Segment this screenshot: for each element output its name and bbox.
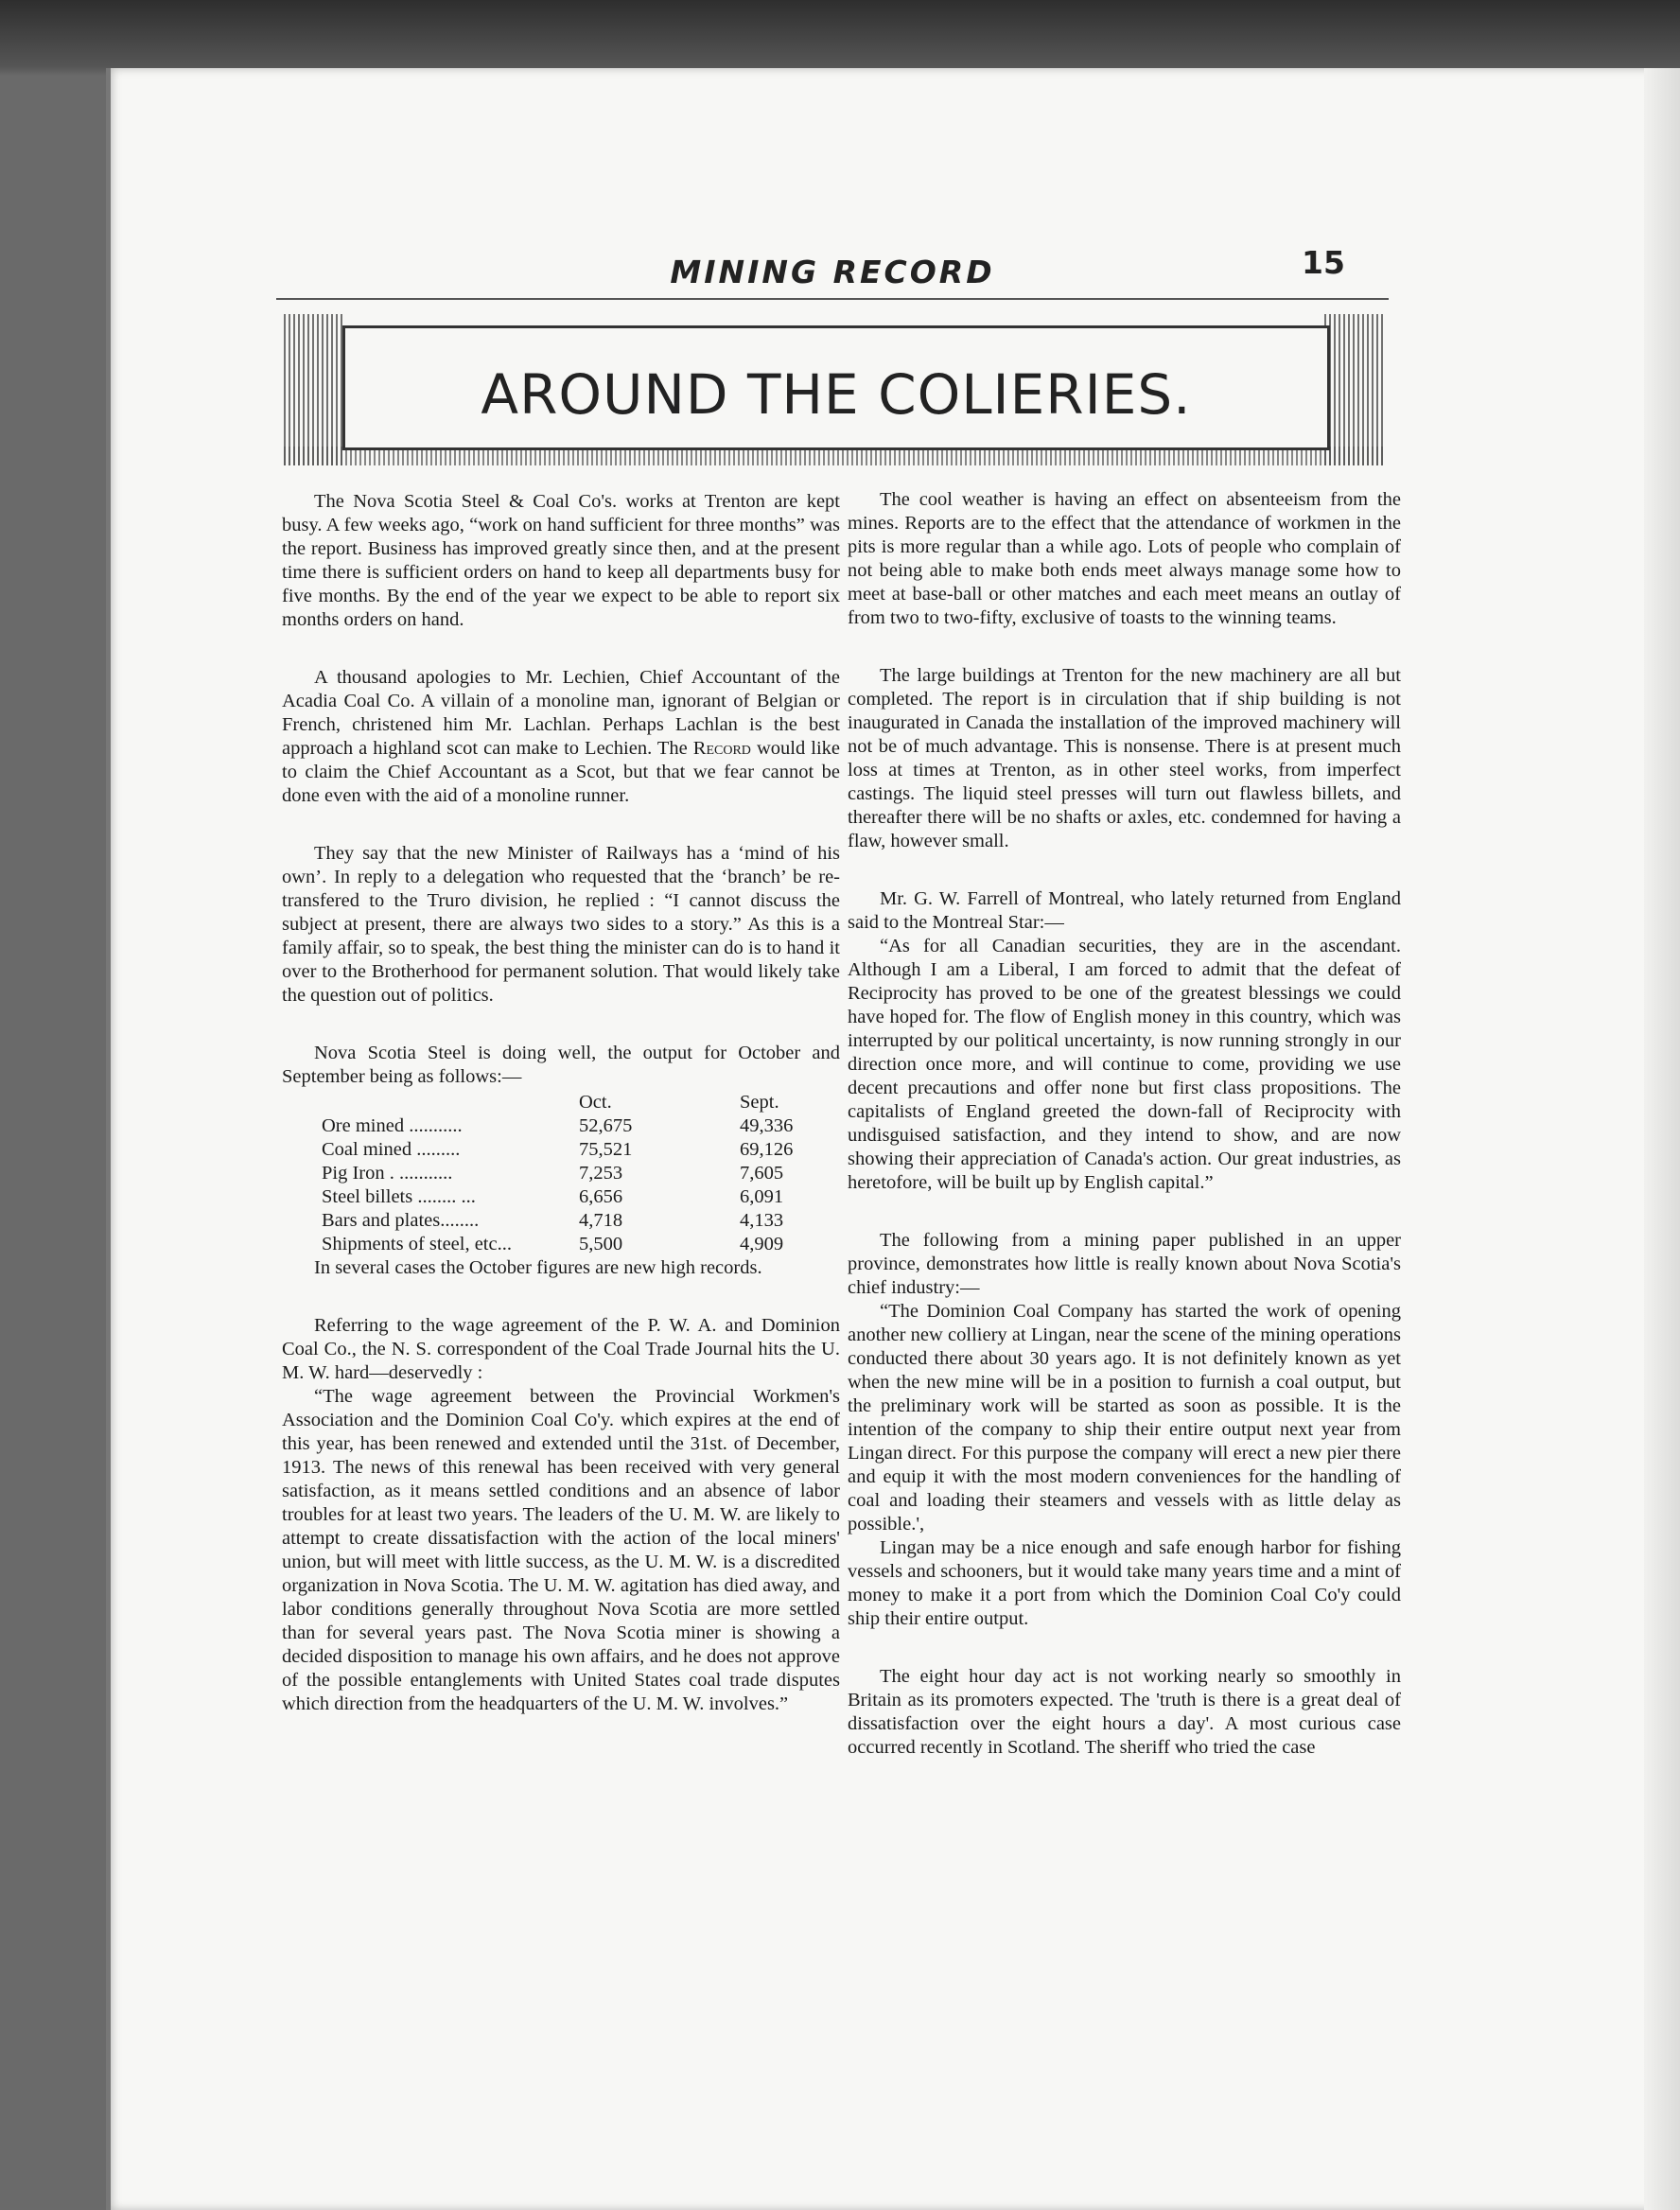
oct-value: 5,500: [579, 1234, 623, 1254]
oct-value: 4,718: [579, 1210, 623, 1231]
oct-value: 7,253: [579, 1163, 623, 1184]
column-oct: Oct.: [579, 1092, 612, 1113]
page-edge: [1644, 68, 1680, 2210]
paragraph-apologies: [282, 666, 840, 808]
apologies-text-b: would like to claim the Chief Accountant as a Scot, but that we fear cannot be done even with the aid of a monoline runner.: [282, 738, 840, 806]
paragraph-farrell-intro: Mr. G. W. Farrell of Montreal, who lately returned from England said to the Montreal Star:—: [848, 888, 1401, 933]
ornament-right: [1324, 314, 1383, 465]
apologies-text-a: A thousand apologies to Mr. Lechien, Chief Accountant of the Acadia Coal Co. A villain of a monoline man, ignorant of Belgian or French, christened him Mr. Lachlan. Perhaps Lachlan is the best approach a highland scot can make to Lechien. The: [282, 667, 840, 759]
page-number: 15: [1302, 244, 1345, 281]
row-label: Ore mined ...........: [322, 1115, 463, 1136]
left-column: [282, 490, 840, 1716]
table-row: [322, 1162, 793, 1185]
row-label: Pig Iron . ...........: [322, 1163, 453, 1184]
paragraph-eight-hour-act: The eight hour day act is not working nearly so smoothly in Britain as its promoters expected. The 'truth is there is a great deal of dissatisfaction over the eight hours a day'. A most curious case occurred recently in Scotland. The sheriff who tried the case: [848, 1666, 1401, 1758]
paragraph-high-records: In several cases the October figures are new high records.: [314, 1257, 762, 1278]
column-sept: Sept.: [740, 1092, 779, 1113]
page-spine: [106, 68, 111, 2210]
record-smallcaps: Record: [692, 738, 751, 759]
header-rule: [276, 298, 1389, 300]
ornament-left: [284, 314, 342, 465]
table-row: [322, 1233, 793, 1256]
right-column: [848, 488, 1401, 1760]
paragraph-minister-railways: They say that the new Minister of Railways has a ‘mind of his own’. In reply to a delegation who requested that the ‘branch’ be re-transfered to the Truro division, he replied : “I cannot discuss the subject at present, there are always two sides to a story.” As this is a family affair, so to speak, the best thing the minister can do is to hand it over to the Brotherhood for permanent solution. That would likely take the question out of politics.: [282, 843, 840, 1006]
sept-value: 4,133: [740, 1210, 784, 1231]
oct-value: 52,675: [579, 1115, 633, 1136]
table-row: [322, 1138, 793, 1162]
row-label: Bars and plates........: [322, 1210, 480, 1231]
title-box: [342, 325, 1330, 450]
oct-value: 6,656: [579, 1186, 623, 1207]
output-table-header: [322, 1091, 793, 1114]
table-row: [322, 1185, 793, 1209]
oct-value: 75,521: [579, 1139, 633, 1160]
title-frame: [284, 314, 1383, 465]
paragraph-trenton-buildings: The large buildings at Trenton for the new machinery are all but completed. The report is in circulation that if ship building is not inaugurated in Canada the installation of the improved machinery will not be of much advantage. This is nonsense. There is at present much loss at times at Trenton, as in other steel works, from imperfect castings. The liquid steel presses will turn out flawless billets, and thereafter there will be no shafts or axles, etc. condemned for having a flaw, however small.: [848, 665, 1401, 851]
table-row: [322, 1209, 793, 1233]
row-label: Coal mined .........: [322, 1139, 461, 1160]
table-row: [322, 1114, 793, 1138]
row-label: Shipments of steel, etc...: [322, 1234, 512, 1254]
paragraph-trenton-works: The Nova Scotia Steel & Coal Co's. works at Trenton are kept busy. A few weeks ago, “work on hand sufficient for three months” was the report. Business has improved greatly since then, and at the present time there is sufficient orders on hand to keep all departments busy for five months. By the end of the year we expect to be able to report six months orders on hand.: [282, 491, 840, 630]
paragraph-farrell-quote: “As for all Canadian securities, they are in the ascendant. Although I am a Liberal, I am forced to admit that the defeat of Reciprocity has proved to be one of the greatest blessings we could have hoped for. The flow of English money in this country, which was interrupted by our political uncertainty, is now running strongly in our direction once more, and will continue to come, providing we use decent precautions and offer none but first class propositions. The capitalists of England greeted the down-fall of Reciprocity with undisguised satisfaction, and they intend to show, and are now showing their appreciation of Canada's action. Our great industries, as heretofore, will be built up by English capital.”: [848, 936, 1401, 1193]
row-label: Steel billets ........ ...: [322, 1186, 476, 1207]
output-table: [322, 1091, 793, 1256]
paragraph-output-intro: Nova Scotia Steel is doing well, the output for October and September being as follows:—: [282, 1043, 840, 1087]
paragraph-absenteeism: The cool weather is having an effect on absenteeism from the mines. Reports are to the effect that the attendance of workmen in the pits is more regular than a while ago. Lots of people who complain of not being able to make both ends meet always manage some how to meet at base-ball or other matches and each meet means an outlay of from two to two-fifty, exclusive of toasts to the winning teams.: [848, 489, 1401, 628]
paragraph-lingan-quote: “The Dominion Coal Company has started the work of opening another new colliery at Lingan, near the scene of the mining operations conducted there about 30 years ago. It is not definitely known as yet when the new mine will be in a position to furnish a coal output, but the preliminary work will be started as soon as possible. It is the intention of the company to ship their entire output next year from Lingan direct. For this purpose the company will erect a new pier there and equip it with the most modern conveniences for the handling of coal and loading their steamers and vessels with as little delay as possible.',: [848, 1301, 1401, 1535]
paragraph-wage-agreement-quote: “The wage agreement between the Provincial Workmen's Association and the Dominion Coal Co'y. which expires at the end of this year, has been renewed and extended until the 31st. of December, 1913. The news of this renewal has been received with very general satisfaction, as it means settled conditions and an absence of labor troubles for at least two years. The leaders of the U. M. W. are likely to attempt to create dissatisfaction with the action of the local miners' union, but will meet with little success, as the U. M. W. is a discredited organization in Nova Scotia. The U. M. W. agitation has died away, and labor conditions generally throughout Nova Scotia are more settled than for several years past. The Nova Scotia miner is showing a decided disposition to manage his own affairs, and he does not approve of the possible entanglements with United States coal trade disputes which direction from the headquarters of the U. M. W. involves.”: [282, 1386, 840, 1714]
sept-value: 49,336: [740, 1115, 794, 1136]
running-head: MINING RECORD: [670, 254, 995, 290]
sept-value: 6,091: [740, 1186, 784, 1207]
article-title: AROUND THE COLIERIES.: [481, 362, 1192, 427]
sept-value: 7,605: [740, 1163, 784, 1184]
paragraph-mining-paper-intro: The following from a mining paper published in an upper province, demonstrates how little is really known about Nova Scotia's chief industry:—: [848, 1230, 1401, 1298]
sept-value: 69,126: [740, 1139, 794, 1160]
paragraph-wage-agreement-intro: Referring to the wage agreement of the P. W. A. and Dominion Coal Co., the N. S. correspondent of the Coal Trade Journal hits the U. M. W. hard—deservedly :: [282, 1315, 840, 1383]
sept-value: 4,909: [740, 1234, 784, 1254]
paragraph-lingan-comment: Lingan may be a nice enough and safe enough harbor for fishing vessels and schooners, but it would take many years time and a mint of money to make it a port from which the Dominion Coal Co'y could ship their entire output.: [848, 1537, 1401, 1629]
